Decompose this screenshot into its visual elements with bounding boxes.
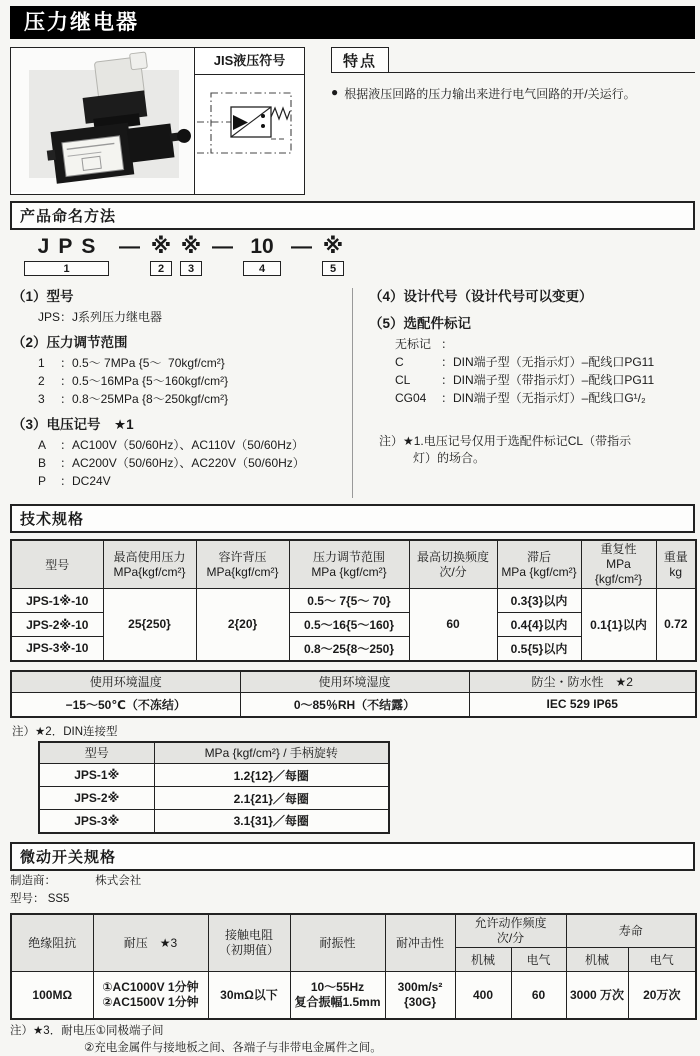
features-title: 特点 xyxy=(331,47,389,72)
cell-hysteresis: 0.3{3}以内 xyxy=(497,589,581,613)
features-section xyxy=(305,47,695,195)
item5-title: （5）选配件标记 xyxy=(369,316,472,331)
cell-model: JPS-2※ xyxy=(39,787,154,810)
jis-symbol-box xyxy=(195,47,305,195)
section-title-specs: 技术规格 xyxy=(10,504,695,533)
item5-line: C ：DIN端子型（无指示灯）–配线口PG11 xyxy=(395,355,655,369)
cell-insulation: 100MΩ xyxy=(11,971,93,1019)
col-header-operation-frequency: 允许动作频度 次/分 xyxy=(455,914,566,948)
cell-shock: 300m/s² {30G} xyxy=(385,971,455,1019)
cell-freq-mechanical: 400 xyxy=(455,971,511,1019)
col-header-repeatability: 重复性 MPa {kgf/cm²} xyxy=(581,540,656,589)
cell-life-electrical: 20万次 xyxy=(628,971,696,1019)
col-header-protection: 防尘・防水性 ★2 xyxy=(469,671,696,693)
cell-model: JPS-1※-10 xyxy=(11,589,103,613)
cell-env-temp: −15～50℃（不冻结） xyxy=(11,693,240,717)
table-row xyxy=(11,971,696,1019)
header-row xyxy=(11,671,696,693)
cell-freq-electrical: 60 xyxy=(511,971,566,1019)
jis-symbol-label: JIS液压符号 xyxy=(195,48,304,75)
item3-title: （3）电压记号 ★1 xyxy=(12,417,134,432)
code-box-2: 2 xyxy=(150,261,172,276)
pressure-switch-photo-illustration xyxy=(11,48,193,192)
maker-value: 株式会社 xyxy=(95,874,142,887)
table-row xyxy=(11,589,696,613)
table-row xyxy=(11,693,696,717)
col-header-handle-rotation: MPa {kgf/cm²} / 手柄旋转 xyxy=(154,742,389,764)
col-header-electrical: 电气 xyxy=(628,947,696,971)
page-title: 压力继电器 xyxy=(10,6,695,39)
col-header-insulation: 绝缘阻抗 xyxy=(11,914,93,972)
cell-back-pressure: 2{20} xyxy=(196,589,289,661)
table-row xyxy=(39,810,389,833)
cell-value: 1.2{12}／每圈 xyxy=(154,764,389,787)
item5-line: CL ：DIN端子型（带指示灯）–配线口PG11 xyxy=(395,373,655,387)
col-header-shock: 耐冲击性 xyxy=(385,914,455,972)
header-row xyxy=(11,914,696,948)
cell-value: 3.1{31}／每圈 xyxy=(154,810,389,833)
code-symbol-3: ※ xyxy=(180,235,202,258)
note-star1: 注）★1.电压记号仅用于选配件标记CL（带指示 灯）的场合。 xyxy=(379,434,632,465)
col-header-env-temp: 使用环境温度 xyxy=(11,671,240,693)
din-table xyxy=(38,741,390,834)
jis-hydraulic-symbol xyxy=(197,75,303,187)
table-row xyxy=(39,764,389,787)
col-header-contact-resistance: 接触电阻 （初期值） xyxy=(208,914,290,972)
item2-line: 2 ：0.5～16MPa {5～160kgf/cm²} xyxy=(38,374,229,388)
code-prefix: JPS xyxy=(37,235,105,258)
cell-protection: IEC 529 IP65 xyxy=(469,693,696,717)
item2-line: 3 ：0.8～25MPa {8～250kgf/cm²} xyxy=(38,392,229,406)
cell-hysteresis: 0.5{5}以内 xyxy=(497,637,581,661)
col-header-mechanical: 机械 xyxy=(566,947,628,971)
item5-line: CG04 ：DIN端子型（无指示灯）–配线口G¹/₂ xyxy=(395,391,646,405)
tech-spec-table xyxy=(10,539,697,662)
code-dash: — xyxy=(119,235,140,258)
section-title-microswitch: 微动开关规格 xyxy=(10,842,695,871)
code-box-4: 4 xyxy=(243,261,281,276)
col-header-weight: 重量 kg xyxy=(656,540,696,589)
datasheet-page xyxy=(10,6,695,1056)
header-row xyxy=(39,742,389,764)
code-dash: — xyxy=(291,235,312,258)
cell-withstand: ①AC1000V 1分钟 ②AC1500V 1分钟 xyxy=(93,971,208,1019)
note-star3: 注）★3．耐电压①同极端子间 ②充电金属件与接地板之间、各端子与非带电金属件之间。 xyxy=(10,1025,382,1054)
col-header-withstand: 耐压 ★3 xyxy=(93,914,208,972)
product-photo xyxy=(10,47,195,195)
code-symbol-5: ※ xyxy=(322,235,344,258)
item5-line: 无标记 ： xyxy=(395,337,454,351)
code-symbol-2: ※ xyxy=(150,235,172,258)
cell-max-pressure: 25{250} xyxy=(103,589,196,661)
col-header-env-humidity: 使用环境湿度 xyxy=(240,671,469,693)
item2-title: （2）压力调节范围 xyxy=(12,335,128,350)
features-text: 根据液压回路的压力输出来进行电气回路的开/关运行。 xyxy=(344,87,636,101)
switch-model-value: SS5 xyxy=(47,892,70,905)
col-header-vibration: 耐振性 xyxy=(290,914,385,972)
col-header-back-pressure: 容许背压 MPa{kgf/cm²} xyxy=(196,540,289,589)
code-box-1: 1 xyxy=(24,261,109,276)
cell-vibration: 10～55Hz 复合振幅1.5mm xyxy=(290,971,385,1019)
microswitch-table xyxy=(10,913,697,1021)
code-dash: — xyxy=(212,235,233,258)
cell-repeatability: 0.1{1}以内 xyxy=(581,589,656,661)
cell-model: JPS-1※ xyxy=(39,764,154,787)
item1-title: （1）型号 xyxy=(12,289,74,304)
model-code-row xyxy=(24,236,695,280)
cell-model: JPS-3※-10 xyxy=(11,637,103,661)
col-header-hysteresis: 滞后 MPa {kgf/cm²} xyxy=(497,540,581,589)
col-header-electrical: 电气 xyxy=(511,947,566,971)
item1-line: JPS：J系列压力继电器 xyxy=(38,310,163,324)
cell-value: 2.1{21}／每圈 xyxy=(154,787,389,810)
col-header-adjust-range: 压力调节范围 MPa {kgf/cm²} xyxy=(289,540,409,589)
cell-model: JPS-3※ xyxy=(39,810,154,833)
maker-line: 制造商： 株式会社 xyxy=(10,874,142,887)
cell-range: 0.5～ 7{5～ 70} xyxy=(289,589,409,613)
note-star2: 注）★2．DIN连接型 xyxy=(12,725,118,738)
cell-life-mechanical: 3000 万次 xyxy=(566,971,628,1019)
cell-contact-resistance: 30mΩ以下 xyxy=(208,971,290,1019)
item3-line: P ：DC24V xyxy=(38,474,111,488)
top-row xyxy=(10,47,695,195)
col-header-life: 寿命 xyxy=(566,914,696,948)
col-header-model: 型号 xyxy=(39,742,154,764)
cell-model: JPS-2※-10 xyxy=(11,613,103,637)
cell-range: 0.5～16{5～160} xyxy=(289,613,409,637)
item3-line: B ：AC200V（50/60Hz）、AC220V（50/60Hz） xyxy=(38,456,305,470)
col-header-mechanical: 机械 xyxy=(455,947,511,971)
naming-detail-columns xyxy=(10,288,695,498)
bullet-icon: ● xyxy=(331,85,339,99)
cell-weight: 0.72 xyxy=(656,589,696,661)
item2-line: 1 ：0.5～ 7MPa {5～ 70kgf/cm²} xyxy=(38,356,225,370)
cell-range: 0.8～25{8～250} xyxy=(289,637,409,661)
item3-line: A ：AC100V（50/60Hz）、AC110V（50/60Hz） xyxy=(38,438,304,452)
cell-frequency: 60 xyxy=(409,589,497,661)
section-title-naming: 产品命名方法 xyxy=(10,201,695,230)
env-table xyxy=(10,670,697,718)
item4-title: （4）设计代号（设计代号可以变更） xyxy=(369,289,593,304)
col-header-max-pressure: 最高使用压力 MPa{kgf/cm²} xyxy=(103,540,196,589)
cell-hysteresis: 0.4{4}以内 xyxy=(497,613,581,637)
col-header-switch-freq: 最高切换频度 次/分 xyxy=(409,540,497,589)
cell-env-humidity: 0～85％RH（不结露） xyxy=(240,693,469,717)
code-box-5: 5 xyxy=(322,261,344,276)
col-header-model: 型号 xyxy=(11,540,103,589)
header-row xyxy=(11,540,696,589)
table-row xyxy=(39,787,389,810)
code-box-3: 3 xyxy=(180,261,202,276)
switch-model-line: 型号： SS5 xyxy=(10,892,70,905)
code-design-number: 10 xyxy=(250,235,274,258)
